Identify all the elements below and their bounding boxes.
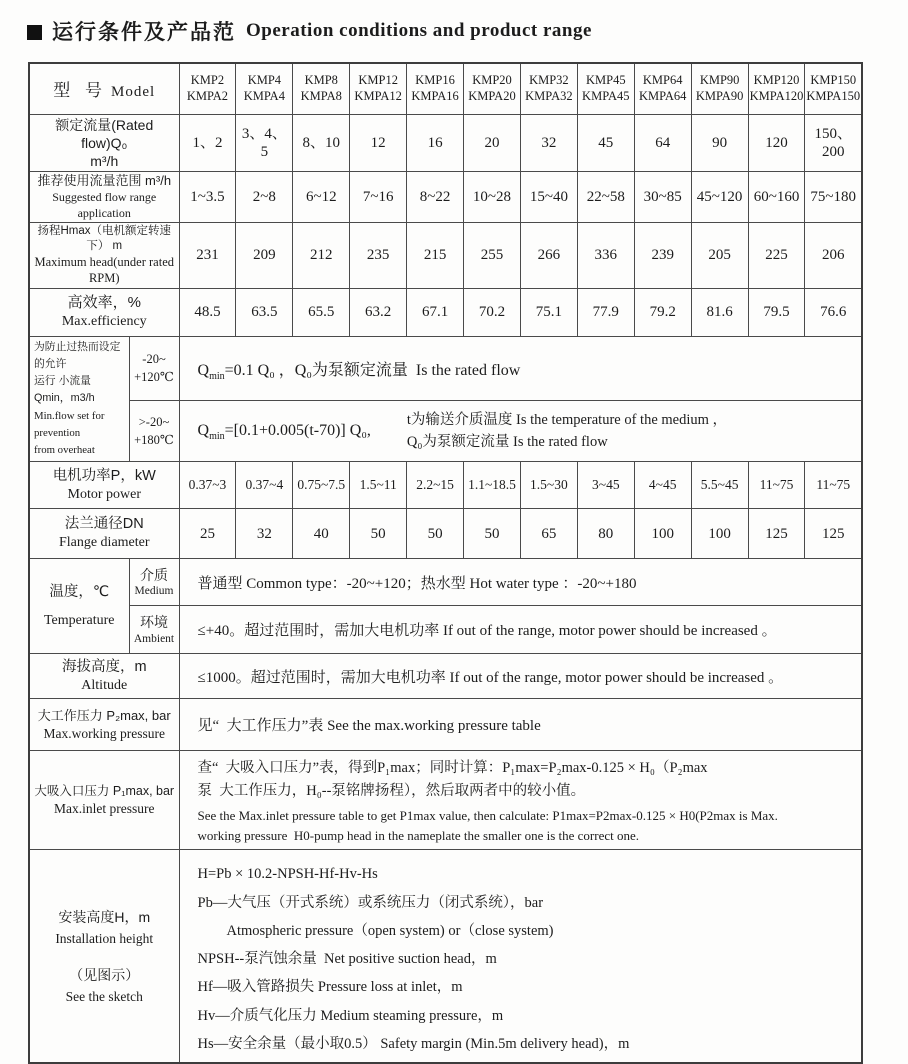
motor-power-label: 电机功率P，kW Motor power	[29, 462, 179, 509]
max-head-label: 扬程Hmax（电机额定转速下） m Maximum head(under rated RPM)	[29, 223, 179, 288]
temperature-label: 温度，℃ Temperature	[29, 559, 129, 654]
flange-value: 65	[520, 509, 577, 559]
motor-power-value: 0.75~7.5	[293, 462, 350, 509]
flange-label: 法兰通径DN Flange diameter	[29, 509, 179, 559]
model-column-header: KMP45 KMPA45	[577, 63, 634, 114]
flange-value: 50	[350, 509, 407, 559]
min-flow-range-1: -20~ +120℃	[129, 336, 179, 401]
row-suggested-flow	[29, 172, 862, 223]
model-column-header: KMP12 KMPA12	[350, 63, 407, 114]
model-header-cell	[29, 63, 179, 114]
row-flange	[29, 509, 862, 559]
rated-flow-value: 90	[691, 114, 748, 172]
max-efficiency-value: 67.1	[407, 288, 464, 336]
suggested-flow-value: 8~22	[407, 172, 464, 223]
row-max-efficiency	[29, 288, 862, 336]
motor-power-value: 2.2~15	[407, 462, 464, 509]
flange-value: 100	[634, 509, 691, 559]
rated-flow-value: 64	[634, 114, 691, 172]
installation-line: Pb—大气压（开式系统）或系统压力（闭式系统），bar	[197, 894, 544, 911]
spec-table	[28, 62, 863, 1064]
flange-value: 80	[577, 509, 634, 559]
installation-line: Atmospheric pressure（open system) or（close system)	[197, 922, 554, 939]
max-efficiency-value: 77.9	[577, 288, 634, 336]
max-efficiency-value: 76.6	[805, 288, 862, 336]
max-head-value: 215	[407, 223, 464, 288]
flange-value: 32	[236, 509, 293, 559]
rated-flow-value: 1、2	[179, 114, 236, 172]
flange-value: 125	[748, 509, 805, 559]
suggested-flow-value: 45~120	[691, 172, 748, 223]
flange-value: 50	[464, 509, 521, 559]
max-efficiency-value: 63.2	[350, 288, 407, 336]
installation-line: Hf—吸入管路损失 Pressure loss at inlet，m	[197, 979, 463, 996]
row-installation-height	[29, 850, 862, 1063]
suggested-flow-value: 15~40	[520, 172, 577, 223]
motor-power-value: 3~45	[577, 462, 634, 509]
suggested-flow-value: 10~28	[464, 172, 521, 223]
max-inlet-pressure-text: 查“ 大吸入口压力”表，得到P₁max；同时计算：P₁max=P₂max-0.125 × H₀（P₂max 泵 大工作压力，H₀--泵铭牌扬程），然后取两者中的较小值。 See the Max.inlet pressure table to get P1max value, then calculate: P1max=P2max-0.125 × H0(P2max is Max. working pressure H0-pump head in the nameplate the smaller one is the correct one.	[179, 751, 862, 850]
max-efficiency-value: 81.6	[691, 288, 748, 336]
flange-value: 125	[805, 509, 862, 559]
rated-flow-value: 120	[748, 114, 805, 172]
suggested-flow-value: 6~12	[293, 172, 350, 223]
installation-text	[179, 850, 862, 1063]
motor-power-value: 11~75	[748, 462, 805, 509]
max-efficiency-value: 79.5	[748, 288, 805, 336]
model-column-header: KMP120 KMPA120	[748, 63, 805, 114]
max-head-value: 209	[236, 223, 293, 288]
max-head-value: 231	[179, 223, 236, 288]
suggested-flow-value: 22~58	[577, 172, 634, 223]
rated-flow-value: 12	[350, 114, 407, 172]
suggested-flow-value: 1~3.5	[179, 172, 236, 223]
suggested-flow-value: 30~85	[634, 172, 691, 223]
model-column-header: KMP8 KMPA8	[293, 63, 350, 114]
model-column-header: KMP20 KMPA20	[464, 63, 521, 114]
rated-flow-value: 45	[577, 114, 634, 172]
medium-text: 普通型 Common type：-20~+120；热水型 Hot water type ：-20~+180	[179, 559, 862, 606]
flange-value: 40	[293, 509, 350, 559]
rated-flow-value: 8、10	[293, 114, 350, 172]
row-motor-power	[29, 462, 862, 509]
rated-flow-value: 150、200	[805, 114, 862, 172]
table-header-row	[29, 63, 862, 114]
installation-label: 安装高度H，m Installation height （见图示） See the sketch	[29, 850, 179, 1063]
motor-power-value: 5.5~45	[691, 462, 748, 509]
row-max-head	[29, 223, 862, 288]
min-flow-range-2: >-20~ +180℃	[129, 401, 179, 462]
installation-line: Hs—安全余量（最小取0.5） Safety margin (Min.5m delivery head)，m	[197, 1035, 630, 1052]
max-efficiency-value: 48.5	[179, 288, 236, 336]
row-rated-flow	[29, 114, 862, 172]
rated-flow-value: 20	[464, 114, 521, 172]
flange-value: 25	[179, 509, 236, 559]
suggested-flow-value: 2~8	[236, 172, 293, 223]
rated-flow-value: 3、4、5	[236, 114, 293, 172]
model-header-zh: 型 号	[53, 81, 108, 101]
min-flow-formula-1: $Q_{min}=0.1$ Q₀ ，Q₀为泵额定流量 Is the rated flow	[179, 336, 862, 401]
motor-power-value: 1.5~30	[520, 462, 577, 509]
installation-line: NPSH--泵汽蚀余量 Net positive suction head，m	[197, 951, 497, 968]
suggested-flow-value: 75~180	[805, 172, 862, 223]
min-flow-formula-2-notes: t为输送介质温度 Is the temperature of the medium ， Q₀为泵额定流量 Is the rated flow	[406, 411, 728, 451]
suggested-flow-label: 推荐使用流量范围 m³/h Suggested flow range application	[29, 172, 179, 223]
flange-value: 100	[691, 509, 748, 559]
max-working-pressure-label: 大工作压力 P₂max, bar Max.working pressure	[29, 699, 179, 751]
model-column-header: KMP150 KMPA150	[805, 63, 862, 114]
installation-line: H=Pb × 10.2-NPSH-Hf-Hv-Hs	[197, 866, 378, 883]
max-head-value: 255	[464, 223, 521, 288]
max-efficiency-value: 63.5	[236, 288, 293, 336]
max-efficiency-value: 75.1	[520, 288, 577, 336]
row-min-flow-a	[29, 336, 862, 401]
motor-power-value: 1.5~11	[350, 462, 407, 509]
rated-flow-label: 额定流量(Rated flow)Q₀ m³/h	[29, 114, 179, 172]
min-flow-label: 为防止过热而设定的允许 运行 小流量 Qmin，m3/h Min.flow set for prevention from overheat	[29, 336, 129, 462]
page-title-en: Operation conditions and product range	[246, 20, 592, 41]
max-head-value: 206	[805, 223, 862, 288]
row-max-working-pressure	[29, 699, 862, 751]
max-head-value: 266	[520, 223, 577, 288]
medium-label: 介质 Medium	[129, 559, 179, 606]
max-head-value: 225	[748, 223, 805, 288]
max-head-value: 212	[293, 223, 350, 288]
installation-line: Hv—介质气化压力 Medium steaming pressure，m	[197, 1007, 504, 1024]
min-flow-formula-2: $Q_{min}=[0.1+0.005(t-70)]$ Q₀, t为输送介质温度 Is the temperature of the medium ， Q₀为泵额定流量 Is the rated flow	[179, 401, 862, 462]
motor-power-value: 11~75	[805, 462, 862, 509]
row-max-inlet-pressure	[29, 751, 862, 850]
page-title-zh: 运行条件及产品范	[52, 21, 236, 44]
row-altitude	[29, 654, 862, 699]
page-title	[27, 16, 592, 46]
rated-flow-value: 16	[407, 114, 464, 172]
rated-flow-value: 32	[520, 114, 577, 172]
model-column-header: KMP32 KMPA32	[520, 63, 577, 114]
model-column-header: KMP90 KMPA90	[691, 63, 748, 114]
row-min-flow-b	[29, 401, 862, 462]
max-working-pressure-text: 见“ 大工作压力”表 See the max.working pressure table	[179, 699, 862, 751]
title-square-bullet-icon	[27, 25, 42, 40]
motor-power-value: 0.37~4	[236, 462, 293, 509]
ambient-text: ≤+40。超过范围时，需加大电机功率 If out of the range, motor power should be increased 。	[179, 606, 862, 654]
max-head-value: 205	[691, 223, 748, 288]
suggested-flow-value: 60~160	[748, 172, 805, 223]
model-header-en: Model	[111, 84, 156, 101]
max-inlet-pressure-label: 大吸入口压力 P₁max, bar Max.inlet pressure	[29, 751, 179, 850]
model-column-header: KMP4 KMPA4	[236, 63, 293, 114]
ambient-label: 环境 Ambient	[129, 606, 179, 654]
row-temperature-medium	[29, 559, 862, 606]
max-head-value: 239	[634, 223, 691, 288]
max-head-value: 336	[577, 223, 634, 288]
model-column-header: KMP16 KMPA16	[407, 63, 464, 114]
model-column-header: KMP64 KMPA64	[634, 63, 691, 114]
max-efficiency-value: 79.2	[634, 288, 691, 336]
motor-power-value: 4~45	[634, 462, 691, 509]
motor-power-value: 1.1~18.5	[464, 462, 521, 509]
suggested-flow-value: 7~16	[350, 172, 407, 223]
altitude-label: 海拔高度，m Altitude	[29, 654, 179, 699]
max-head-value: 235	[350, 223, 407, 288]
max-efficiency-label: 高效率，% Max.efficiency	[29, 288, 179, 336]
altitude-text: ≤1000。超过范围时，需加大电机功率 If out of the range, motor power should be increased 。	[179, 654, 862, 699]
row-temperature-ambient	[29, 606, 862, 654]
motor-power-value: 0.37~3	[179, 462, 236, 509]
flange-value: 50	[407, 509, 464, 559]
model-column-header: KMP2 KMPA2	[179, 63, 236, 114]
max-efficiency-value: 70.2	[464, 288, 521, 336]
max-efficiency-value: 65.5	[293, 288, 350, 336]
